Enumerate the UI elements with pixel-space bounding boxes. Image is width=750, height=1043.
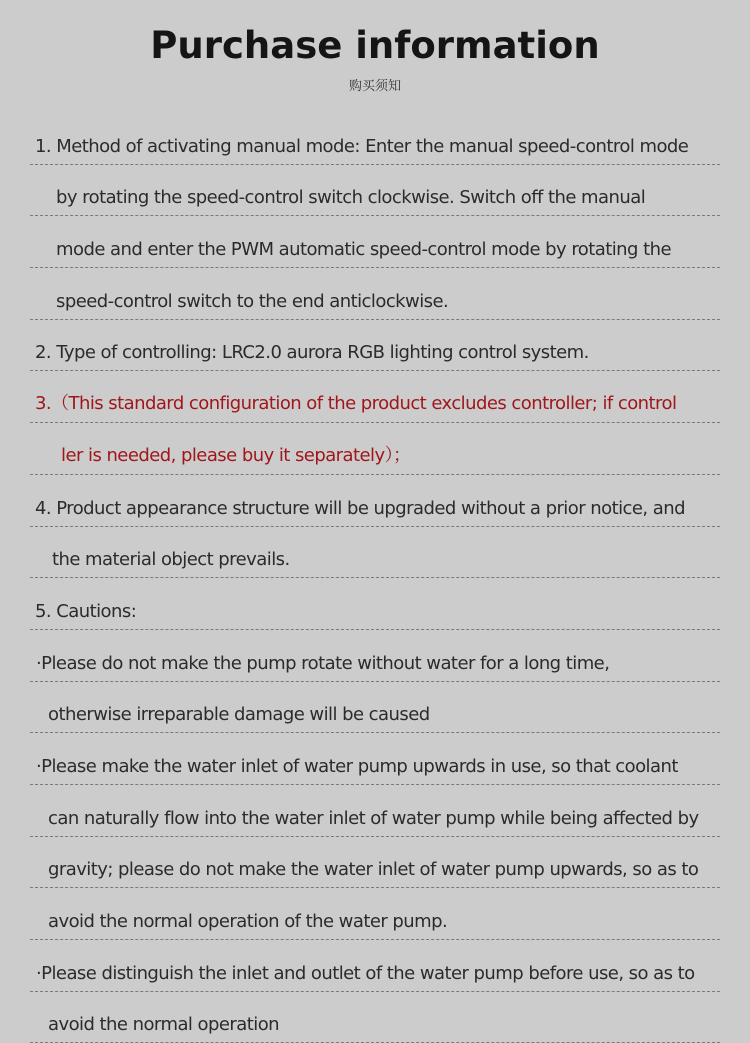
line-text: otherwise irreparable damage will be caused	[48, 704, 430, 726]
line-text: 3.（This standard configuration of the product excludes controller; if control	[35, 393, 677, 415]
line-text: mode and enter the PWM automatic speed-control mode by rotating the	[56, 239, 671, 261]
line-text: 1. Method of activating manual mode: Enter the manual speed-control mode	[35, 135, 689, 157]
text-line	[30, 113, 720, 165]
caution-line	[30, 940, 720, 992]
caution-line	[30, 733, 720, 785]
text-line	[30, 320, 720, 372]
line-text: ·Please distinguish the inlet and outlet of the water pump before use, so as to	[36, 962, 695, 984]
line-text: avoid the normal operation	[48, 1014, 280, 1036]
warning-line	[30, 423, 720, 475]
text-line	[30, 527, 720, 579]
line-text: 5. Cautions:	[35, 600, 137, 622]
line-text: can naturally flow into the water inlet of water pump while being affected by	[48, 807, 699, 829]
line-text: the material object prevails.	[52, 549, 290, 571]
warning-line	[30, 371, 720, 423]
information-list	[30, 113, 720, 1043]
line-text: 4. Product appearance structure will be upgraded without a prior notice, and	[35, 497, 685, 519]
line-text: ·Please do not make the pump rotate without water for a long time,	[36, 652, 610, 674]
caution-line	[30, 888, 720, 940]
caution-line	[30, 992, 720, 1043]
caution-line	[30, 837, 720, 889]
line-text: 2. Type of controlling: LRC2.0 aurora RGB lighting control system.	[35, 342, 589, 364]
line-text: speed-control switch to the end anticlockwise.	[56, 290, 449, 312]
text-line	[30, 475, 720, 527]
text-line	[30, 268, 720, 320]
page-title: Purchase information	[150, 24, 600, 67]
line-text: ·Please make the water inlet of water pump upwards in use, so that coolant	[36, 755, 678, 777]
line-text: by rotating the speed-control switch clockwise. Switch off the manual	[56, 187, 646, 209]
text-line	[30, 216, 720, 268]
text-line	[30, 578, 720, 630]
caution-line	[30, 785, 720, 837]
text-line	[30, 165, 720, 217]
caution-line	[30, 630, 720, 682]
line-text: gravity; please do not make the water inlet of water pump upwards, so as to	[48, 859, 699, 881]
line-text: ler is needed, please buy it separately）；	[61, 444, 411, 466]
page-subtitle: 购买须知	[348, 79, 401, 94]
caution-line	[30, 682, 720, 734]
line-text: avoid the normal operation of the water pump.	[48, 911, 448, 932]
